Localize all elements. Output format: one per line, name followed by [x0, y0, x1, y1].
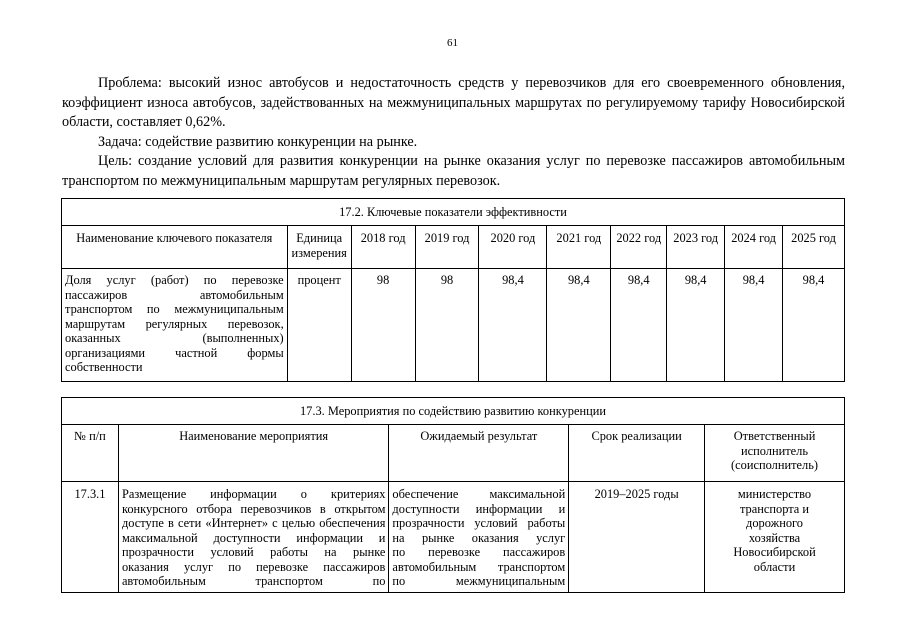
text-line: организациями частной формы [65, 345, 284, 360]
kpi-value: 98 [351, 269, 415, 382]
text-line: максимальной доступности информации и [121, 530, 386, 545]
kpi-header-year: 2023 год [667, 226, 725, 269]
kpi-value: 98,4 [547, 269, 611, 382]
kpi-table [61, 198, 845, 382]
measures-header-name: Наименование мероприятия [118, 425, 388, 482]
text-line: по межмуниципальным [392, 574, 566, 588]
kpi-header-year: 2018 год [351, 226, 415, 269]
text-line: транспортом по межмуниципальным [65, 302, 284, 316]
page-number: 61 [447, 37, 458, 49]
measure-num: 17.3.1 [62, 482, 119, 593]
text-line: оказания услуг по перевозке пассажиров [121, 559, 386, 574]
measure-result [389, 482, 569, 593]
text-line: автомобильным транспортом по [121, 574, 386, 588]
intro-text [62, 74, 845, 192]
measures-header-executor: Ответственный исполнитель (соисполнитель) [705, 425, 845, 482]
text-line: доступе в сети «Интернет» с целью обеспечения [121, 516, 386, 530]
measures-header-num: № п/п [62, 425, 119, 482]
kpi-value: 98,4 [783, 269, 845, 382]
kpi-indicator-name [62, 269, 288, 382]
kpi-header-year: 2025 год [783, 226, 845, 269]
text-line: автомобильным транспортом [392, 559, 566, 574]
text-line: пассажиров автомобильным [65, 287, 284, 302]
measures-table-title: 17.3. Мероприятия по содействию развитию конкуренции [62, 398, 845, 425]
kpi-unit: процент [287, 269, 351, 382]
problem-paragraph: Проблема: высокий износ автобусов и недостаточность средств у перевозчиков для его своевременного обновления, коэффициент износа автобусов, задействованных на межмуниципальных маршрутах по регулируемому тарифу Новосибирской области, составляет 0,62%. [62, 75, 845, 131]
text-line: на рынке оказания услуг [392, 530, 566, 545]
kpi-header-year: 2021 год [547, 226, 611, 269]
measures-table [61, 397, 845, 593]
text-line: прозрачности условий работы на рынке [121, 545, 386, 559]
text-line: маршрутам регулярных перевозок, [65, 316, 284, 331]
kpi-header-unit: Единица измерения [287, 226, 351, 269]
measure-term: 2019–2025 годы [569, 482, 705, 593]
kpi-table-title: 17.2. Ключевые показатели эффективности [62, 199, 845, 226]
goal-paragraph: Цель: создание условий для развития конкуренции на рынке оказания услуг по перевозке пассажиров автомобильным транспортом по межмуниципальным маршрутам регулярных перевозок. [62, 153, 845, 189]
measures-header-result: Ожидаемый результат [389, 425, 569, 482]
text-line: конкурсного отбора перевозчиков в открытом [121, 501, 386, 516]
text-line: обеспечение максимальной [392, 487, 566, 501]
kpi-value: 98,4 [479, 269, 547, 382]
text-line: по перевозке пассажиров [392, 545, 566, 559]
text-line: собственности [65, 360, 143, 374]
measure-executor: министерство транспорта и дорожного хозяйства Новосибирской области [705, 482, 845, 593]
kpi-value: 98,4 [667, 269, 725, 382]
text-line: Доля услуг (работ) по перевозке [65, 273, 284, 287]
text-line: оказанных (выполненных) [65, 331, 284, 345]
kpi-header-name: Наименование ключевого показателя [62, 226, 288, 269]
kpi-header-year: 2020 год [479, 226, 547, 269]
measure-name [118, 482, 388, 593]
text-line: доступности информации и [392, 501, 566, 516]
text-line: Размещение информации о критериях [121, 487, 386, 501]
kpi-value: 98,4 [725, 269, 783, 382]
task-paragraph: Задача: содействие развитию конкуренции на рынке. [98, 133, 418, 150]
measures-header-term: Срок реализации [569, 425, 705, 482]
kpi-header-year: 2022 год [611, 226, 667, 269]
kpi-header-year: 2024 год [725, 226, 783, 269]
kpi-value: 98 [415, 269, 479, 382]
kpi-header-year: 2019 год [415, 226, 479, 269]
text-line: прозрачности условий работы [392, 516, 566, 530]
kpi-value: 98,4 [611, 269, 667, 382]
